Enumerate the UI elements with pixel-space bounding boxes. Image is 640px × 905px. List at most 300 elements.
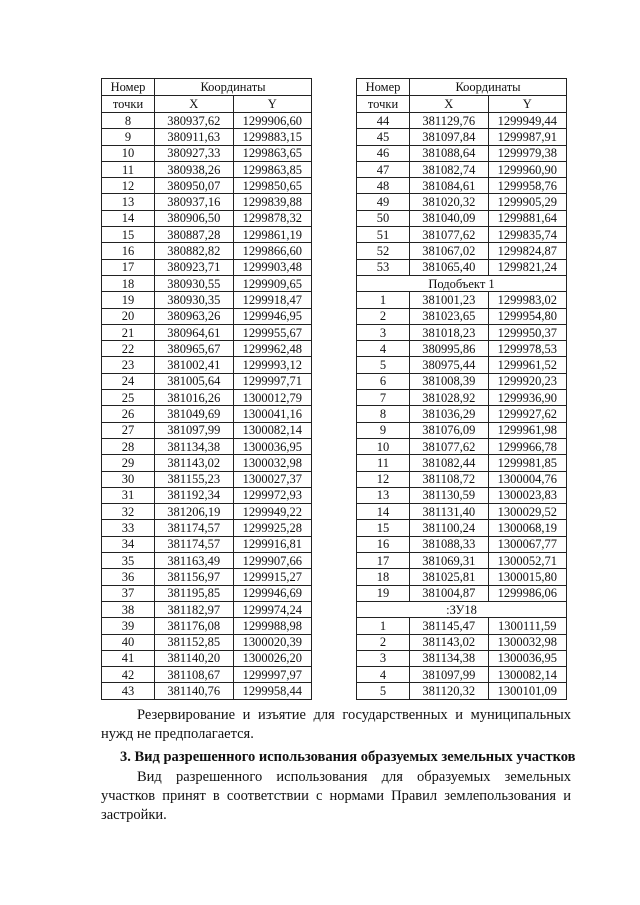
table-row	[357, 161, 567, 177]
table-row	[102, 618, 312, 634]
header-point-label: точки	[357, 96, 410, 113]
table-row	[102, 667, 312, 683]
y-coordinate-cell: 1299835,74	[488, 227, 567, 243]
point-number-cell: 16	[357, 536, 410, 552]
table-row	[102, 569, 312, 585]
y-coordinate-cell: 1299918,47	[233, 292, 312, 308]
table-row	[102, 227, 312, 243]
point-number-cell: 5	[357, 357, 410, 373]
x-coordinate-cell: 381077,62	[410, 438, 489, 454]
y-coordinate-cell: 1299986,06	[488, 585, 567, 601]
x-coordinate-cell: 381140,20	[155, 650, 234, 666]
y-coordinate-cell: 1300015,80	[488, 569, 567, 585]
x-coordinate-cell: 380964,61	[155, 324, 234, 340]
y-coordinate-cell: 1299903,48	[233, 259, 312, 275]
table-row	[357, 455, 567, 471]
header-point-label: точки	[102, 96, 155, 113]
table-row	[102, 504, 312, 520]
x-coordinate-cell: 380930,55	[155, 275, 234, 291]
y-coordinate-cell: 1299981,85	[488, 455, 567, 471]
table-row	[102, 585, 312, 601]
y-coordinate-cell: 1299927,62	[488, 406, 567, 422]
table-row	[357, 406, 567, 422]
table-row	[357, 210, 567, 226]
table-row	[102, 259, 312, 275]
table-row	[357, 667, 567, 683]
table-row	[102, 113, 312, 129]
header-point-number: Номер	[102, 79, 155, 96]
x-coordinate-cell: 380937,62	[155, 113, 234, 129]
point-number-cell: 20	[102, 308, 155, 324]
x-coordinate-cell: 381069,31	[410, 553, 489, 569]
y-coordinate-cell: 1300026,20	[233, 650, 312, 666]
y-coordinate-cell: 1300036,95	[233, 438, 312, 454]
x-coordinate-cell: 380950,07	[155, 178, 234, 194]
x-coordinate-cell: 381131,40	[410, 504, 489, 520]
y-coordinate-cell: 1299920,23	[488, 373, 567, 389]
right-table-body-main	[357, 113, 567, 276]
table-row	[357, 569, 567, 585]
y-coordinate-cell: 1299883,15	[233, 129, 312, 145]
point-number-cell: 19	[102, 292, 155, 308]
table-row	[357, 504, 567, 520]
point-number-cell: 19	[357, 585, 410, 601]
x-coordinate-cell: 381005,64	[155, 373, 234, 389]
table-row	[357, 536, 567, 552]
point-number-cell: 8	[357, 406, 410, 422]
x-coordinate-cell: 381206,19	[155, 504, 234, 520]
point-number-cell: 41	[102, 650, 155, 666]
y-coordinate-cell: 1299906,60	[233, 113, 312, 129]
y-coordinate-cell: 1300020,39	[233, 634, 312, 650]
point-number-cell: 33	[102, 520, 155, 536]
y-coordinate-cell: 1299961,98	[488, 422, 567, 438]
table-row	[102, 292, 312, 308]
reservation-paragraph: Резервирование и изъятие для государственных и муниципальных нужд не предполагается.	[101, 707, 571, 742]
y-coordinate-cell: 1299962,48	[233, 341, 312, 357]
table-row	[357, 585, 567, 601]
point-number-cell: 9	[357, 422, 410, 438]
table-row	[357, 634, 567, 650]
table-row	[357, 553, 567, 569]
x-coordinate-cell: 381120,32	[410, 683, 489, 699]
table-row	[102, 520, 312, 536]
x-coordinate-cell: 381018,23	[410, 324, 489, 340]
point-number-cell: 36	[102, 569, 155, 585]
table-row	[357, 259, 567, 275]
point-number-cell: 18	[357, 569, 410, 585]
y-coordinate-cell: 1300012,79	[233, 390, 312, 406]
table-row	[102, 601, 312, 617]
coordinates-table-right	[356, 78, 567, 700]
table-row	[357, 438, 567, 454]
y-coordinate-cell: 1299955,67	[233, 324, 312, 340]
table-row	[102, 390, 312, 406]
y-coordinate-cell: 1300041,16	[233, 406, 312, 422]
point-number-cell: 28	[102, 438, 155, 454]
x-coordinate-cell: 380963,26	[155, 308, 234, 324]
point-number-cell: 14	[357, 504, 410, 520]
x-coordinate-cell: 381100,24	[410, 520, 489, 536]
x-coordinate-cell: 380995,86	[410, 341, 489, 357]
table-row	[357, 520, 567, 536]
y-coordinate-cell: 1300027,37	[233, 471, 312, 487]
point-number-cell: 15	[102, 227, 155, 243]
y-coordinate-cell: 1300111,59	[488, 618, 567, 634]
y-coordinate-cell: 1300032,98	[488, 634, 567, 650]
header-coordinates: Координаты	[155, 79, 312, 96]
table-row	[357, 341, 567, 357]
x-coordinate-cell: 381028,92	[410, 390, 489, 406]
table-row	[102, 683, 312, 699]
y-coordinate-cell: 1300029,52	[488, 504, 567, 520]
header-coordinates: Координаты	[410, 79, 567, 96]
x-coordinate-cell: 380975,44	[410, 357, 489, 373]
table-row	[357, 650, 567, 666]
x-coordinate-cell: 380965,67	[155, 341, 234, 357]
x-coordinate-cell: 381108,72	[410, 471, 489, 487]
y-coordinate-cell: 1299881,64	[488, 210, 567, 226]
y-coordinate-cell: 1299949,44	[488, 113, 567, 129]
y-coordinate-cell: 1300004,76	[488, 471, 567, 487]
point-number-cell: 4	[357, 341, 410, 357]
table-row	[102, 357, 312, 373]
table-row	[357, 145, 567, 161]
x-coordinate-cell: 380937,16	[155, 194, 234, 210]
x-coordinate-cell: 381182,97	[155, 601, 234, 617]
table-row	[102, 308, 312, 324]
y-coordinate-cell: 1299916,81	[233, 536, 312, 552]
y-coordinate-cell: 1299949,22	[233, 504, 312, 520]
point-number-cell: 38	[102, 601, 155, 617]
x-coordinate-cell: 380927,33	[155, 145, 234, 161]
usage-paragraph: Вид разрешенного использования для образуемых земельных участков принят в соответствии с нормами Правил землепользования и застройки.	[101, 769, 571, 823]
point-number-cell: 16	[102, 243, 155, 259]
table-row	[102, 341, 312, 357]
table-row	[102, 634, 312, 650]
y-coordinate-cell: 1299950,37	[488, 324, 567, 340]
table-row	[102, 178, 312, 194]
y-coordinate-cell: 1299987,91	[488, 129, 567, 145]
y-coordinate-cell: 1299946,95	[233, 308, 312, 324]
x-coordinate-cell: 381156,97	[155, 569, 234, 585]
x-coordinate-cell: 381097,99	[155, 422, 234, 438]
y-coordinate-cell: 1299983,02	[488, 292, 567, 308]
point-number-cell: 25	[102, 390, 155, 406]
y-coordinate-cell: 1300082,14	[488, 667, 567, 683]
y-coordinate-cell: 1300068,19	[488, 520, 567, 536]
point-number-cell: 2	[357, 308, 410, 324]
point-number-cell: 43	[102, 683, 155, 699]
table-row	[102, 471, 312, 487]
table-row	[102, 650, 312, 666]
point-number-cell: 18	[102, 275, 155, 291]
x-coordinate-cell: 381008,39	[410, 373, 489, 389]
y-coordinate-cell: 1300067,77	[488, 536, 567, 552]
point-number-cell: 49	[357, 194, 410, 210]
y-coordinate-cell: 1300036,95	[488, 650, 567, 666]
x-coordinate-cell: 381155,23	[155, 471, 234, 487]
x-coordinate-cell: 381040,09	[410, 210, 489, 226]
point-number-cell: 48	[357, 178, 410, 194]
table-row	[357, 324, 567, 340]
y-coordinate-cell: 1299915,27	[233, 569, 312, 585]
right-table-body-subobject-1	[357, 292, 567, 602]
y-coordinate-cell: 1299958,44	[233, 683, 312, 699]
y-coordinate-cell: 1299850,65	[233, 178, 312, 194]
point-number-cell: 34	[102, 536, 155, 552]
table-row	[357, 373, 567, 389]
y-coordinate-cell: 1300101,09	[488, 683, 567, 699]
point-number-cell: 3	[357, 650, 410, 666]
point-number-cell: 7	[357, 390, 410, 406]
x-coordinate-cell: 381192,34	[155, 487, 234, 503]
table-row	[102, 438, 312, 454]
y-coordinate-cell: 1299958,76	[488, 178, 567, 194]
point-number-cell: 53	[357, 259, 410, 275]
point-number-cell: 24	[102, 373, 155, 389]
x-coordinate-cell: 381036,29	[410, 406, 489, 422]
x-coordinate-cell: 381145,47	[410, 618, 489, 634]
table-row	[102, 194, 312, 210]
y-coordinate-cell: 1299972,93	[233, 487, 312, 503]
table-row	[102, 145, 312, 161]
header-point-number: Номер	[357, 79, 410, 96]
y-coordinate-cell: 1299997,71	[233, 373, 312, 389]
y-coordinate-cell: 1299925,28	[233, 520, 312, 536]
x-coordinate-cell: 381020,32	[410, 194, 489, 210]
x-coordinate-cell: 380930,35	[155, 292, 234, 308]
point-number-cell: 45	[357, 129, 410, 145]
left-table-body	[102, 113, 312, 700]
point-number-cell: 15	[357, 520, 410, 536]
y-coordinate-cell: 1299946,69	[233, 585, 312, 601]
x-coordinate-cell: 381001,23	[410, 292, 489, 308]
x-coordinate-cell: 381176,08	[155, 618, 234, 634]
x-coordinate-cell: 381049,69	[155, 406, 234, 422]
section-heading: 3. Вид разрешенного использования образуемых земельных участков	[120, 749, 576, 765]
point-number-cell: 51	[357, 227, 410, 243]
table-row	[357, 194, 567, 210]
y-coordinate-cell: 1299936,90	[488, 390, 567, 406]
table-row	[102, 373, 312, 389]
y-coordinate-cell: 1299863,85	[233, 161, 312, 177]
table-row	[357, 243, 567, 259]
y-coordinate-cell: 1299988,98	[233, 618, 312, 634]
table-row	[102, 161, 312, 177]
table-row	[102, 406, 312, 422]
x-coordinate-cell: 381076,09	[410, 422, 489, 438]
point-number-cell: 17	[102, 259, 155, 275]
y-coordinate-cell: 1299960,90	[488, 161, 567, 177]
x-coordinate-cell: 381163,49	[155, 553, 234, 569]
y-coordinate-cell: 1300023,83	[488, 487, 567, 503]
y-coordinate-cell: 1299839,88	[233, 194, 312, 210]
table-row	[357, 227, 567, 243]
y-coordinate-cell: 1299824,87	[488, 243, 567, 259]
y-coordinate-cell: 1299997,97	[233, 667, 312, 683]
table-row	[357, 292, 567, 308]
x-coordinate-cell: 381067,02	[410, 243, 489, 259]
point-number-cell: 11	[102, 161, 155, 177]
point-number-cell: 42	[102, 667, 155, 683]
x-coordinate-cell: 381082,44	[410, 455, 489, 471]
point-number-cell: 27	[102, 422, 155, 438]
table-row	[357, 618, 567, 634]
section-header-zu18: :ЗУ18	[357, 601, 567, 617]
table-row	[357, 422, 567, 438]
y-coordinate-cell: 1299954,80	[488, 308, 567, 324]
point-number-cell: 29	[102, 455, 155, 471]
x-coordinate-cell: 380938,26	[155, 161, 234, 177]
point-number-cell: 22	[102, 341, 155, 357]
point-number-cell: 14	[102, 210, 155, 226]
point-number-cell: 17	[357, 553, 410, 569]
x-coordinate-cell: 381129,76	[410, 113, 489, 129]
y-coordinate-cell: 1300032,98	[233, 455, 312, 471]
point-number-cell: 40	[102, 634, 155, 650]
x-coordinate-cell: 380887,28	[155, 227, 234, 243]
x-coordinate-cell: 381143,02	[155, 455, 234, 471]
point-number-cell: 12	[102, 178, 155, 194]
point-number-cell: 6	[357, 373, 410, 389]
x-coordinate-cell: 381084,61	[410, 178, 489, 194]
x-coordinate-cell: 380923,71	[155, 259, 234, 275]
y-coordinate-cell: 1299966,78	[488, 438, 567, 454]
x-coordinate-cell: 380906,50	[155, 210, 234, 226]
header-y: Y	[488, 96, 567, 113]
header-y: Y	[233, 96, 312, 113]
table-row	[357, 683, 567, 699]
y-coordinate-cell: 1299866,60	[233, 243, 312, 259]
table-row	[357, 308, 567, 324]
y-coordinate-cell: 1299974,24	[233, 601, 312, 617]
table-row	[357, 390, 567, 406]
table-row	[102, 324, 312, 340]
point-number-cell: 2	[357, 634, 410, 650]
y-coordinate-cell: 1300082,14	[233, 422, 312, 438]
y-coordinate-cell: 1299907,66	[233, 553, 312, 569]
table-row	[102, 210, 312, 226]
header-x: X	[155, 96, 234, 113]
x-coordinate-cell: 381088,64	[410, 145, 489, 161]
x-coordinate-cell: 381082,74	[410, 161, 489, 177]
table-row	[102, 129, 312, 145]
right-table-body-zu18	[357, 618, 567, 699]
x-coordinate-cell: 381134,38	[410, 650, 489, 666]
x-coordinate-cell: 381143,02	[410, 634, 489, 650]
point-number-cell: 13	[357, 487, 410, 503]
point-number-cell: 26	[102, 406, 155, 422]
table-row	[102, 455, 312, 471]
point-number-cell: 32	[102, 504, 155, 520]
point-number-cell: 1	[357, 618, 410, 634]
table-row	[357, 357, 567, 373]
point-number-cell: 37	[102, 585, 155, 601]
point-number-cell: 21	[102, 324, 155, 340]
table-row	[102, 275, 312, 291]
y-coordinate-cell: 1299863,65	[233, 145, 312, 161]
point-number-cell: 12	[357, 471, 410, 487]
table-row	[357, 471, 567, 487]
table-row	[102, 422, 312, 438]
point-number-cell: 23	[102, 357, 155, 373]
y-coordinate-cell: 1299979,38	[488, 145, 567, 161]
x-coordinate-cell: 381174,57	[155, 536, 234, 552]
x-coordinate-cell: 381195,85	[155, 585, 234, 601]
point-number-cell: 46	[357, 145, 410, 161]
point-number-cell: 1	[357, 292, 410, 308]
point-number-cell: 11	[357, 455, 410, 471]
table-row	[102, 243, 312, 259]
point-number-cell: 4	[357, 667, 410, 683]
point-number-cell: 30	[102, 471, 155, 487]
point-number-cell: 47	[357, 161, 410, 177]
x-coordinate-cell: 381134,38	[155, 438, 234, 454]
x-coordinate-cell: 381088,33	[410, 536, 489, 552]
coordinates-table-left	[101, 78, 312, 700]
y-coordinate-cell: 1299821,24	[488, 259, 567, 275]
y-coordinate-cell: 1299861,19	[233, 227, 312, 243]
x-coordinate-cell: 381097,84	[410, 129, 489, 145]
table-row	[102, 553, 312, 569]
x-coordinate-cell: 381025,81	[410, 569, 489, 585]
table-row	[357, 487, 567, 503]
x-coordinate-cell: 380882,82	[155, 243, 234, 259]
x-coordinate-cell: 381004,87	[410, 585, 489, 601]
y-coordinate-cell: 1299905,29	[488, 194, 567, 210]
point-number-cell: 5	[357, 683, 410, 699]
x-coordinate-cell: 381016,26	[155, 390, 234, 406]
table-row	[102, 487, 312, 503]
y-coordinate-cell: 1299978,53	[488, 341, 567, 357]
table-row	[357, 113, 567, 129]
point-number-cell: 3	[357, 324, 410, 340]
y-coordinate-cell: 1299909,65	[233, 275, 312, 291]
point-number-cell: 44	[357, 113, 410, 129]
point-number-cell: 39	[102, 618, 155, 634]
x-coordinate-cell: 381108,67	[155, 667, 234, 683]
point-number-cell: 52	[357, 243, 410, 259]
x-coordinate-cell: 381077,62	[410, 227, 489, 243]
point-number-cell: 13	[102, 194, 155, 210]
point-number-cell: 35	[102, 553, 155, 569]
x-coordinate-cell: 381002,41	[155, 357, 234, 373]
x-coordinate-cell: 381097,99	[410, 667, 489, 683]
x-coordinate-cell: 381023,65	[410, 308, 489, 324]
y-coordinate-cell: 1299878,32	[233, 210, 312, 226]
y-coordinate-cell: 1299993,12	[233, 357, 312, 373]
section-header-subobject-1: Подобъект 1	[357, 275, 567, 291]
x-coordinate-cell: 381152,85	[155, 634, 234, 650]
x-coordinate-cell: 381065,40	[410, 259, 489, 275]
x-coordinate-cell: 381174,57	[155, 520, 234, 536]
x-coordinate-cell: 381140,76	[155, 683, 234, 699]
point-number-cell: 9	[102, 129, 155, 145]
header-x: X	[410, 96, 489, 113]
table-row	[357, 129, 567, 145]
table-row	[102, 536, 312, 552]
point-number-cell: 8	[102, 113, 155, 129]
point-number-cell: 10	[357, 438, 410, 454]
y-coordinate-cell: 1300052,71	[488, 553, 567, 569]
table-row	[357, 178, 567, 194]
point-number-cell: 31	[102, 487, 155, 503]
point-number-cell: 50	[357, 210, 410, 226]
x-coordinate-cell: 380911,63	[155, 129, 234, 145]
x-coordinate-cell: 381130,59	[410, 487, 489, 503]
y-coordinate-cell: 1299961,52	[488, 357, 567, 373]
